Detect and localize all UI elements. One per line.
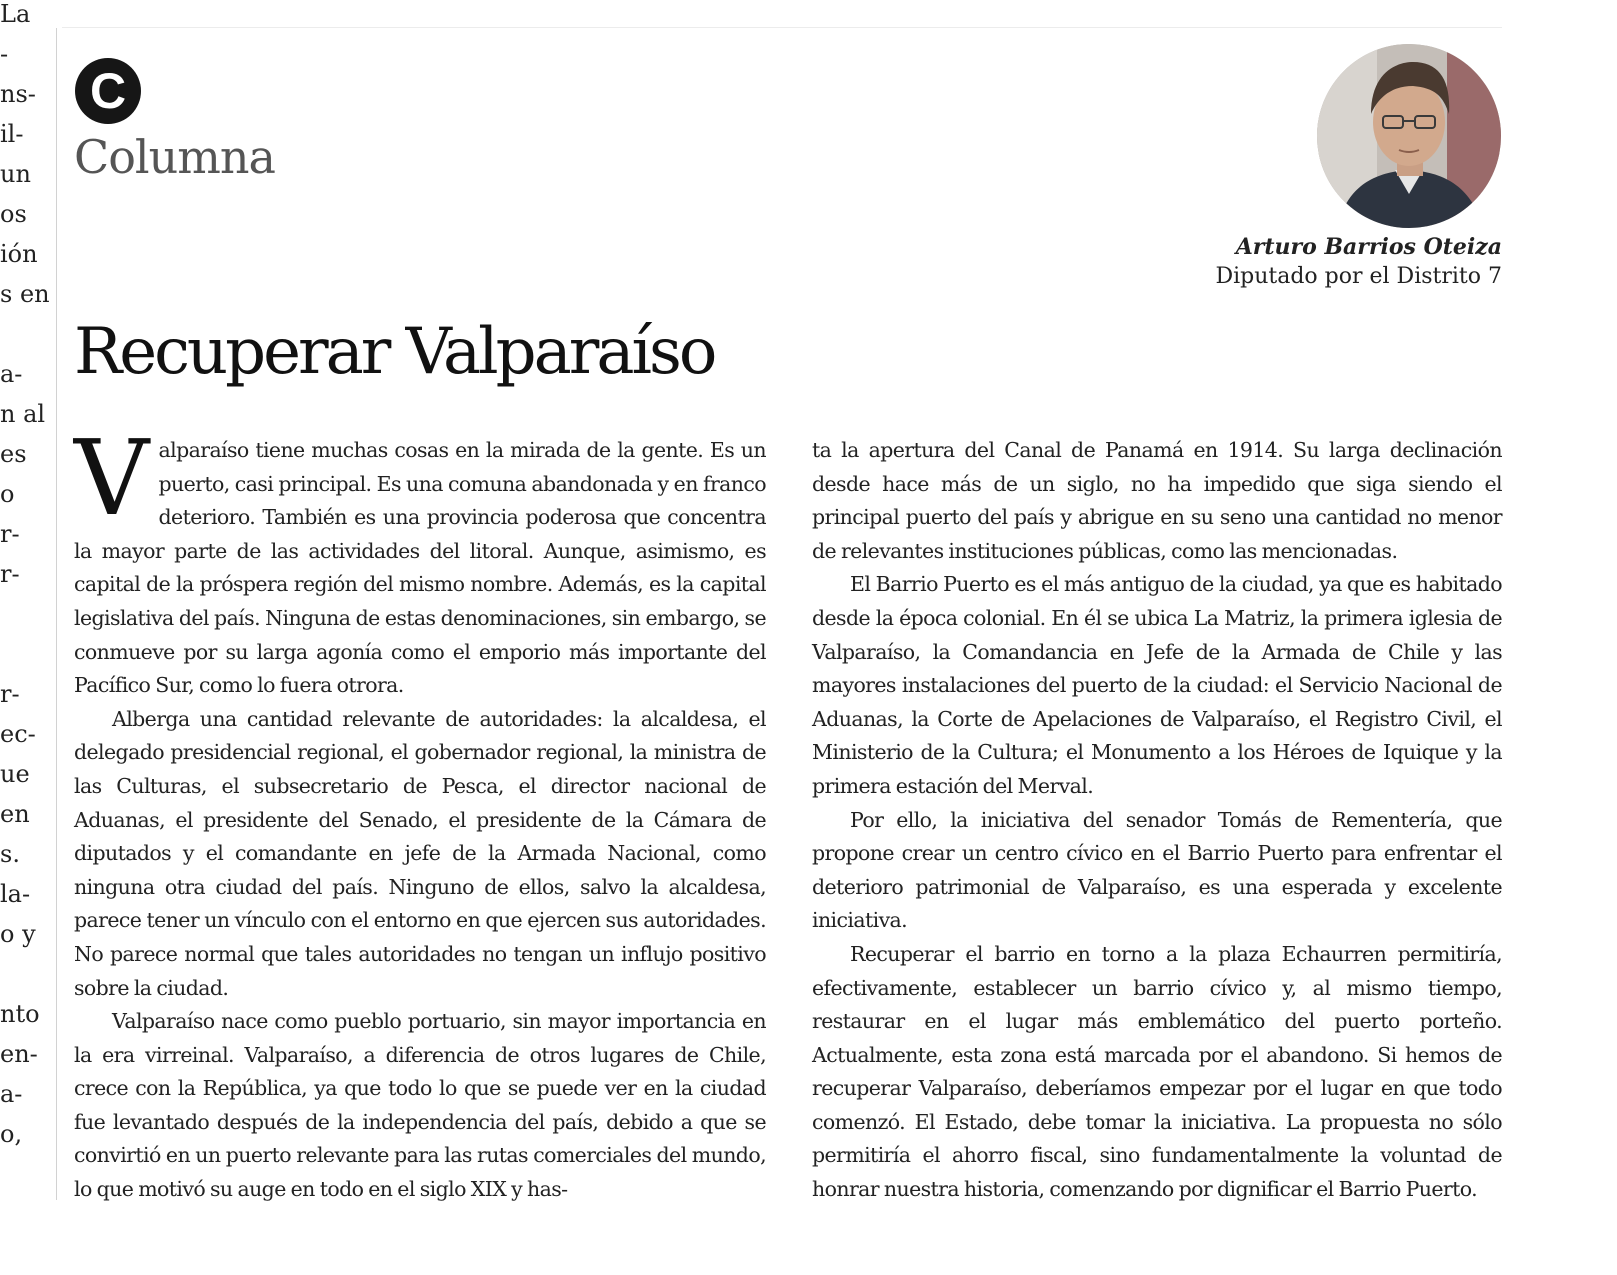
prev-fragment: en- (0, 1040, 38, 1068)
article-paragraph-5: Por ello, la iniciativa del senador Tomás de Rementería, que propone crear un centro cívico en el Barrio Puerto para enfrentar el deterioro patrimonial de Valparaíso, es una esperada y excelente iniciativa. (812, 807, 1502, 933)
prev-fragment: s. (0, 840, 20, 868)
article-column-2 (812, 434, 1502, 1207)
prev-fragment (0, 594, 50, 634)
prev-fragment: La (0, 0, 31, 28)
article-paragraph-2: Alberga una cantidad relevante de autoridades: la alcaldesa, el delegado presidencial regional, el gobernador regional, la ministra de las Culturas, el subsecretario de Pesca, el director nacional de Aduanas, el presidente del Senado, el presidente de la Cámara de diputados y el comandante en jefe de la Armada Nacional, como ninguna otra ciudad del país. Ninguno de ellos, salvo la alcaldesa, parece tener un vínculo con el entorno en que ejercen sus autoridades. No parece normal que tales autoridades no tengan un influjo positivo sobre la ciudad. (74, 706, 766, 1000)
author-name: Arturo Barrios Oteiza (1235, 234, 1502, 260)
article-paragraph-6: Recuperar el barrio en torno a la plaza Echaurren permitiría, efectivamente, establecer un barrio cívico y, al mismo tiempo, restaurar en el lugar más emblemático del puerto porteño. Actualmente, esta zona está marcada por el abandono. Si hemos de recuperar Valparaíso, deberíamos empezar por el lugar en que todo comenzó. El Estado, debe tomar la iniciativa. La propuesta no sólo permitiría el ahorro fiscal, sino fundamentalmente la voluntad de honrar nuestra historia, comenzando por dignificar el Barrio Puerto. (812, 941, 1502, 1202)
article-title: Recuperar Valparaíso (74, 315, 715, 389)
section-label: Columna (74, 130, 275, 184)
article-paragraph-4: El Barrio Puerto es el más antiguo de la ciudad, ya que es habitado desde la época colonial. En él se ubica La Matriz, la primera iglesia de Valparaíso, la Comandancia en Jefe de la Armada de Chile y las mayores instalaciones del puerto de la ciudad: el Servicio Nacional de Aduanas, la Corte de Apelaciones de Valparaíso, el Registro Civil, el Ministerio de la Cultura; el Monumento a los Héroes de Iquique y la primera estación del Merval. (812, 572, 1502, 798)
prev-fragment: en (0, 800, 30, 828)
prev-fragment: ns- (0, 80, 36, 108)
prev-fragment (0, 634, 50, 674)
prev-fragment: es (0, 440, 27, 468)
article-paragraph-3-continued: ta la apertura del Canal de Panamá en 1914. Su larga declinación desde hace más de un siglo, no ha impedido que siga siendo el principal puerto del país y abrigue en su seno una cantidad no menor de relevantes instituciones públicas, como las mencionadas. (812, 438, 1502, 563)
paragraph-text: alparaíso tiene muchas cosas en la mirada de la gente. Es un puerto, casi principal. Es una comuna abandonada y en franco deterioro. También es una provincia poderosa que concentra la mayor parte de las actividades del litoral. Aunque, asimismo, es capital de la próspera región del mismo nombre. Además, es la capital legislativa del país. Ninguna de estas denominaciones, sin embargo, se conmueve por su larga agonía como el emporio más importante del Pacífico Sur, como lo fuera otrora. (74, 438, 766, 698)
previous-column-fragments (0, 0, 50, 1194)
author-avatar (1317, 44, 1501, 228)
top-rule (62, 27, 1502, 28)
prev-fragment: r- (0, 520, 20, 548)
prev-fragment: a- (0, 1080, 23, 1108)
prev-fragment: ec- (0, 720, 36, 748)
prev-fragment: ue (0, 760, 30, 788)
prev-fragment (0, 954, 50, 994)
author-portrait-image (1317, 44, 1501, 228)
prev-fragment: un (0, 160, 31, 188)
article-paragraph-1 (74, 417, 766, 703)
drop-cap: V (74, 417, 149, 539)
prev-fragment: o y (0, 920, 36, 948)
prev-fragment: s en (0, 280, 50, 308)
prev-fragment: r- (0, 560, 20, 588)
prev-fragment: n al (0, 400, 46, 428)
prev-fragment: os (0, 200, 27, 228)
article-paragraph-3: Valparaíso nace como pueblo portuario, sin mayor importancia en la era virreinal. Valparaíso, a diferencia de otros lugares de Chile, crece con la República, ya que todo lo que se puede ver en la ciudad fue levantado después de la independencia del país, debido a que se convirtió en un puerto relevante para las rutas comerciales del mundo, lo que motivó su auge en todo en el siglo XIX y has- (74, 1009, 766, 1202)
section-logo: C (75, 58, 141, 124)
prev-fragment: o (0, 480, 15, 508)
prev-fragment: il- (0, 120, 24, 148)
prev-fragment: ión (0, 240, 38, 268)
prev-fragment: nto (0, 1000, 40, 1028)
prev-fragment: - (0, 40, 9, 68)
prev-fragment: la- (0, 880, 31, 908)
article-column-1 (74, 417, 766, 1207)
prev-fragment (0, 314, 50, 354)
prev-fragment: o, (0, 1120, 23, 1148)
prev-fragment: r- (0, 680, 20, 708)
column-divider (56, 28, 57, 1200)
prev-fragment (0, 1154, 50, 1194)
prev-fragment: a- (0, 360, 23, 388)
author-role: Diputado por el Distrito 7 (1215, 264, 1502, 289)
byline (1215, 232, 1502, 292)
